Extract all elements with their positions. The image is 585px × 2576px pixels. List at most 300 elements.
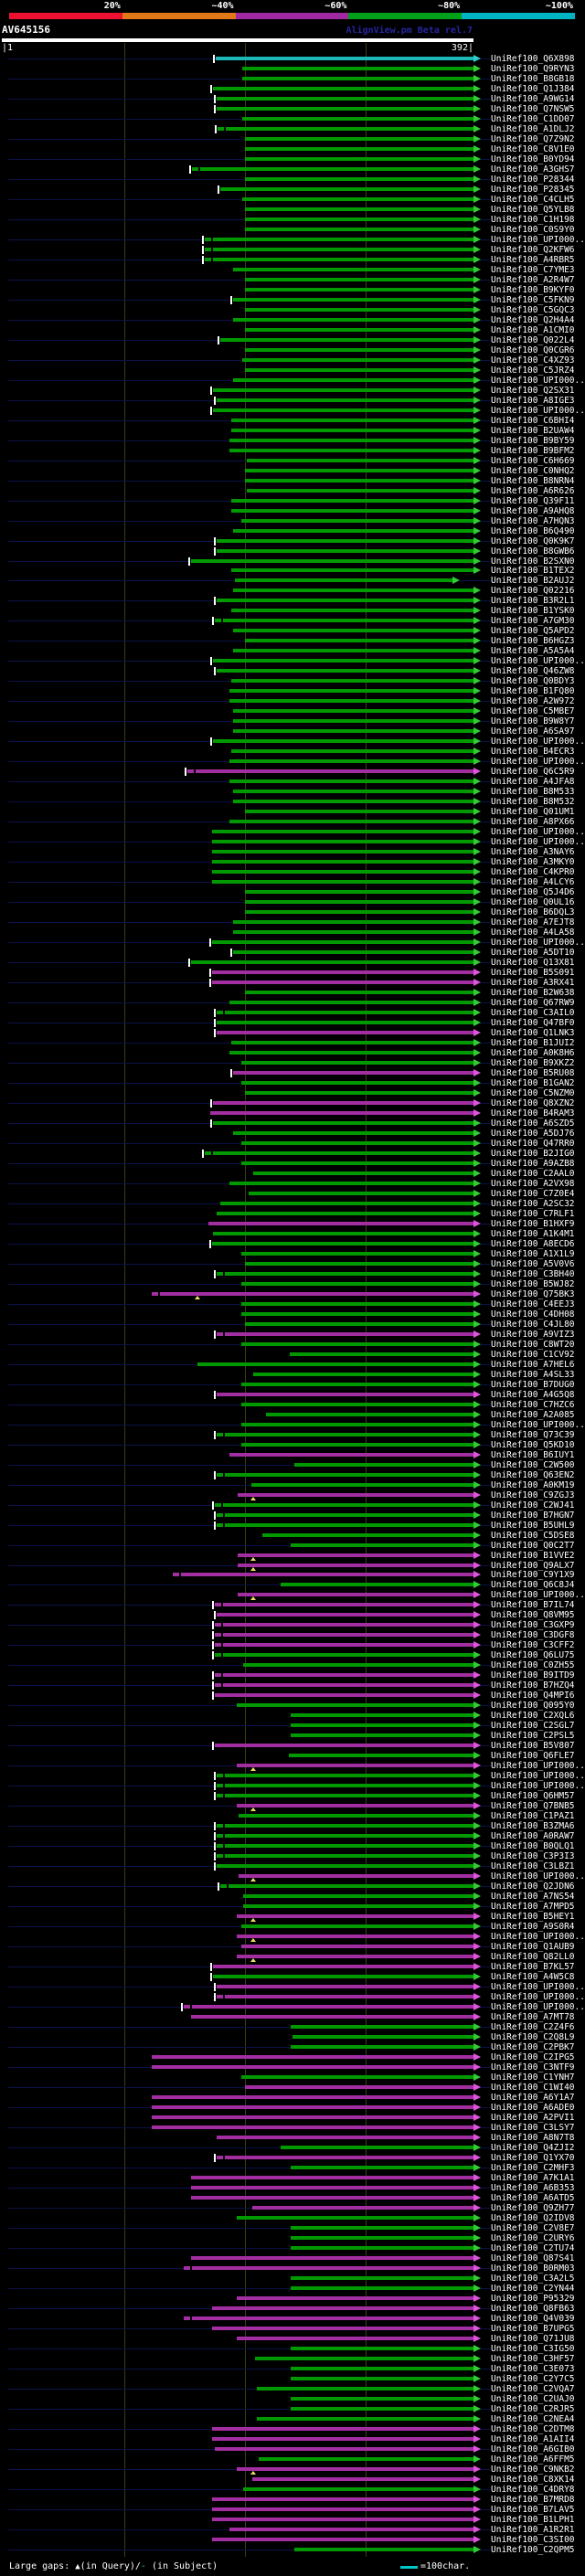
hit-label[interactable]: UniRef100_Q6FLE7 (491, 1751, 575, 1762)
hit-label[interactable]: UniRef100_C7RLF1 (491, 1208, 575, 1219)
hit-label[interactable]: UniRef100_C2V8E7 (491, 2222, 575, 2233)
hit-label[interactable]: UniRef100_Q4V039 (491, 2313, 575, 2324)
hit-bar[interactable] (229, 439, 473, 442)
hit-label[interactable]: UniRef100_B1LPH1 (491, 2514, 575, 2525)
hit-bar[interactable] (241, 1161, 473, 1165)
hit-label[interactable]: UniRef100_UPI000.. (491, 2002, 585, 2013)
hit-label[interactable]: UniRef100_Q82LL0 (491, 1952, 575, 1963)
hit-label[interactable]: UniRef100_Q4ZJI2 (491, 2142, 575, 2153)
hit-bar[interactable] (231, 749, 473, 753)
hit-label[interactable]: UniRef100_C1PAZ1 (491, 1811, 575, 1822)
hit-label[interactable]: UniRef100_C4KPR0 (491, 867, 575, 878)
hit-label[interactable]: UniRef100_B0RM03 (491, 2263, 575, 2274)
hit-bar[interactable] (217, 1031, 473, 1034)
hit-label[interactable]: UniRef100_UPI000.. (491, 405, 585, 416)
hit-bar[interactable] (241, 1383, 473, 1386)
hit-label[interactable]: UniRef100_C2XQL6 (491, 1711, 575, 1722)
hit-label[interactable]: UniRef100_UPI000.. (491, 757, 585, 768)
hit-label[interactable]: UniRef100_C5FKN9 (491, 294, 575, 305)
hit-label[interactable]: UniRef100_C8XK14 (491, 2474, 575, 2485)
hit-bar[interactable] (242, 67, 473, 70)
hit-bar[interactable] (217, 1272, 473, 1276)
hit-bar[interactable] (229, 759, 473, 763)
hit-label[interactable]: UniRef100_A1CMI0 (491, 324, 575, 335)
hit-label[interactable]: UniRef100_A6B353 (491, 2182, 575, 2193)
hit-label[interactable]: UniRef100_Q9ALX7 (491, 1560, 575, 1571)
hit-label[interactable]: UniRef100_C1CV92 (491, 1349, 575, 1360)
hit-bar[interactable] (233, 800, 473, 803)
hit-label[interactable]: UniRef100_A3MKY0 (491, 857, 575, 868)
hit-bar[interactable] (257, 2387, 473, 2390)
hit-label[interactable]: UniRef100_C3SI00 (491, 2534, 575, 2545)
hit-bar[interactable] (217, 1834, 473, 1838)
hit-bar[interactable] (245, 147, 473, 151)
hit-bar[interactable] (191, 2196, 473, 2200)
hit-bar[interactable] (213, 1965, 473, 1968)
hit-label[interactable]: UniRef100_UPI000.. (491, 375, 585, 386)
hit-label[interactable]: UniRef100_C5MBE7 (491, 706, 575, 717)
hit-bar[interactable] (220, 1202, 473, 1205)
hit-bar[interactable] (245, 278, 473, 281)
hit-label[interactable]: UniRef100_B4RAM3 (491, 1108, 575, 1118)
hit-bar[interactable] (242, 358, 473, 362)
hit-bar[interactable] (208, 1222, 473, 1225)
hit-label[interactable]: UniRef100_Q87S41 (491, 2253, 575, 2263)
hit-label[interactable]: UniRef100_B8M533 (491, 787, 575, 798)
hit-bar[interactable] (241, 1342, 473, 1346)
hit-bar[interactable] (245, 288, 473, 292)
hit-bar[interactable] (217, 1784, 473, 1787)
hit-label[interactable]: UniRef100_A8N7T8 (491, 2132, 575, 2143)
hit-bar[interactable] (212, 2497, 473, 2501)
hit-label[interactable]: UniRef100_UPI000.. (491, 1982, 585, 1993)
hit-label[interactable]: UniRef100_Q0BDY3 (491, 676, 575, 687)
hit-bar[interactable] (191, 559, 473, 563)
hit-label[interactable]: UniRef100_A7NS54 (491, 1892, 575, 1903)
hit-bar[interactable] (245, 368, 473, 372)
hit-bar[interactable] (245, 1322, 473, 1326)
hit-label[interactable]: UniRef100_Q8XZN2 (491, 1097, 575, 1108)
hit-label[interactable]: UniRef100_P28344 (491, 174, 575, 185)
hit-label[interactable]: UniRef100_C4DH08 (491, 1309, 575, 1320)
hit-label[interactable]: UniRef100_A6R626 (491, 485, 575, 496)
hit-bar[interactable] (212, 2437, 473, 2441)
hit-label[interactable]: UniRef100_Q0C2T7 (491, 1540, 575, 1551)
hit-bar[interactable] (217, 2136, 473, 2139)
hit-bar[interactable] (233, 298, 473, 302)
hit-label[interactable]: UniRef100_B1GAN2 (491, 1077, 575, 1088)
hit-bar[interactable] (245, 228, 473, 231)
hit-label[interactable]: UniRef100_B8GWB6 (491, 546, 575, 557)
hit-label[interactable]: UniRef100_A2A085 (491, 1409, 575, 1420)
hit-bar[interactable] (241, 1312, 473, 1316)
hit-bar[interactable] (212, 2538, 473, 2541)
hit-label[interactable]: UniRef100_C3DGF8 (491, 1630, 575, 1641)
hit-label[interactable]: UniRef100_Q71JU8 (491, 2333, 575, 2344)
hit-label[interactable]: UniRef100_Q7NSW5 (491, 103, 575, 114)
hit-bar[interactable] (233, 719, 473, 723)
hit-bar[interactable] (210, 1111, 473, 1115)
hit-bar[interactable] (213, 87, 473, 90)
hit-label[interactable]: UniRef100_A7HQN3 (491, 515, 575, 526)
hit-bar[interactable] (291, 2407, 473, 2411)
hit-label[interactable]: UniRef100_A6GIB0 (491, 2443, 575, 2454)
hit-bar[interactable] (229, 689, 473, 693)
hit-label[interactable]: UniRef100_UPI000.. (491, 1771, 585, 1782)
hit-label[interactable]: UniRef100_C2AAL0 (491, 1168, 575, 1179)
hit-label[interactable]: UniRef100_B7LAV5 (491, 2504, 575, 2515)
hit-bar[interactable] (215, 1643, 473, 1647)
hit-bar[interactable] (291, 2347, 473, 2350)
hit-bar[interactable] (229, 1182, 473, 1185)
hit-bar[interactable] (217, 1774, 473, 1777)
hit-label[interactable]: UniRef100_A7EJT8 (491, 917, 575, 928)
hit-bar[interactable] (197, 1362, 473, 1366)
hit-label[interactable]: UniRef100_Q6X898 (491, 54, 575, 64)
hit-label[interactable]: UniRef100_UPI000.. (491, 837, 585, 848)
hit-label[interactable]: UniRef100_B9XKZ2 (491, 1058, 575, 1068)
hit-label[interactable]: UniRef100_C2MHF3 (491, 2162, 575, 2173)
hit-label[interactable]: UniRef100_C9Y1X9 (491, 1570, 575, 1581)
hit-bar[interactable] (184, 2005, 473, 2009)
hit-bar[interactable] (217, 1985, 473, 1988)
hit-label[interactable]: UniRef100_C3HF57 (491, 2353, 575, 2364)
hit-bar[interactable] (252, 2206, 473, 2210)
hit-bar[interactable] (184, 2316, 473, 2320)
hit-label[interactable]: UniRef100_Q6C5R9 (491, 767, 575, 778)
hit-bar[interactable] (238, 1593, 473, 1596)
hit-label[interactable]: UniRef100_Q73C39 (491, 1429, 575, 1440)
hit-bar[interactable] (191, 2176, 473, 2179)
hit-bar[interactable] (233, 588, 473, 592)
hit-bar[interactable] (245, 469, 473, 472)
hit-bar[interactable] (237, 1914, 473, 1918)
hit-bar[interactable] (291, 2226, 473, 2230)
hit-bar[interactable] (255, 2357, 473, 2360)
hit-bar[interactable] (215, 1683, 473, 1687)
hit-label[interactable]: UniRef100_C4JL80 (491, 1319, 575, 1330)
hit-label[interactable]: UniRef100_B9BY59 (491, 435, 575, 446)
hit-bar[interactable] (245, 810, 473, 813)
hit-label[interactable]: UniRef100_Q1J384 (491, 83, 575, 94)
hit-bar[interactable] (233, 729, 473, 733)
hit-bar[interactable] (291, 1733, 473, 1737)
hit-bar[interactable] (291, 2025, 473, 2029)
hit-label[interactable]: UniRef100_Q7BNB5 (491, 1801, 575, 1812)
hit-bar[interactable] (242, 117, 473, 121)
hit-label[interactable]: UniRef100_Q75BK3 (491, 1288, 575, 1299)
hit-label[interactable]: UniRef100_UPI000.. (491, 1871, 585, 1882)
hit-label[interactable]: UniRef100_C2WJ41 (491, 1500, 575, 1511)
hit-bar[interactable] (212, 2507, 473, 2511)
hit-label[interactable]: UniRef100_A6ADE0 (491, 2102, 575, 2113)
hit-bar[interactable] (217, 107, 473, 111)
hit-label[interactable]: UniRef100_A0RAW7 (491, 1831, 575, 1842)
hit-bar[interactable] (233, 950, 473, 954)
hit-label[interactable]: UniRef100_C2DTM8 (491, 2423, 575, 2434)
hit-bar[interactable] (243, 1894, 473, 1898)
hit-label[interactable]: UniRef100_A7K1A1 (491, 2172, 575, 2183)
hit-bar[interactable] (237, 1955, 473, 1958)
hit-label[interactable]: UniRef100_Q1AUB9 (491, 1942, 575, 1953)
hit-label[interactable]: UniRef100_C2Y7C5 (491, 2373, 575, 2384)
hit-bar[interactable] (241, 1252, 473, 1256)
hit-bar[interactable] (237, 2296, 473, 2300)
hit-bar[interactable] (291, 1543, 473, 1547)
hit-bar[interactable] (191, 2186, 473, 2189)
hit-label[interactable]: UniRef100_C2Z4F6 (491, 2022, 575, 2033)
hit-bar[interactable] (291, 2166, 473, 2169)
hit-bar[interactable] (237, 2337, 473, 2340)
hit-bar[interactable] (212, 2427, 473, 2431)
hit-bar[interactable] (212, 830, 473, 833)
hit-bar[interactable] (217, 2156, 473, 2159)
hit-bar[interactable] (217, 1864, 473, 1868)
hit-bar[interactable] (229, 699, 473, 703)
hit-label[interactable]: UniRef100_A6ATD5 (491, 2192, 575, 2203)
hit-label[interactable]: UniRef100_A4LCY6 (491, 877, 575, 888)
hit-label[interactable]: UniRef100_Q6HM57 (491, 1791, 575, 1802)
hit-label[interactable]: UniRef100_Q1LNK3 (491, 1028, 575, 1039)
hit-bar[interactable] (212, 970, 473, 974)
hit-bar[interactable] (241, 1141, 473, 1145)
hit-bar[interactable] (231, 568, 473, 572)
hit-label[interactable]: UniRef100_A1AII4 (491, 2433, 575, 2444)
hit-label[interactable]: UniRef100_A2VX98 (491, 1178, 575, 1189)
hit-label[interactable]: UniRef100_C2UAJ0 (491, 2393, 575, 2404)
hit-bar[interactable] (237, 1703, 473, 1707)
hit-label[interactable]: UniRef100_C7HZC6 (491, 1399, 575, 1410)
hit-label[interactable]: UniRef100_C3GXP9 (491, 1620, 575, 1631)
hit-label[interactable]: UniRef100_A6Y1A7 (491, 2092, 575, 2103)
hit-label[interactable]: UniRef100_A4W5C8 (491, 1972, 575, 1983)
hit-bar[interactable] (217, 669, 473, 673)
hit-label[interactable]: UniRef100_C0S9Y0 (491, 224, 575, 235)
hit-label[interactable]: UniRef100_A0K8H6 (491, 1048, 575, 1058)
hit-bar[interactable] (152, 2105, 473, 2109)
hit-label[interactable]: UniRef100_C1WI40 (491, 2082, 575, 2093)
hit-bar[interactable] (233, 378, 473, 382)
hit-label[interactable]: UniRef100_C6H669 (491, 455, 575, 466)
hit-bar[interactable] (220, 187, 473, 191)
hit-bar[interactable] (294, 1463, 473, 1467)
hit-label[interactable]: UniRef100_B7UPG5 (491, 2323, 575, 2334)
hit-label[interactable]: UniRef100_A8IGE3 (491, 395, 575, 406)
hit-bar[interactable] (229, 1001, 473, 1004)
hit-bar[interactable] (238, 1493, 473, 1497)
hit-bar[interactable] (235, 578, 452, 582)
hit-label[interactable]: UniRef100_C2IPG5 (491, 2052, 575, 2062)
hit-label[interactable]: UniRef100_A8ECD6 (491, 1238, 575, 1249)
hit-label[interactable]: UniRef100_C1H198 (491, 214, 575, 225)
hit-bar[interactable] (291, 2276, 473, 2280)
hit-label[interactable]: UniRef100_A7HEL6 (491, 1359, 575, 1370)
hit-label[interactable]: UniRef100_A4JFA8 (491, 777, 575, 788)
hit-label[interactable]: UniRef100_P28345 (491, 184, 575, 195)
hit-label[interactable]: UniRef100_B8GB18 (491, 73, 575, 84)
hit-label[interactable]: UniRef100_Q9ZH77 (491, 2202, 575, 2213)
hit-label[interactable]: UniRef100_C3E073 (491, 2363, 575, 2374)
hit-label[interactable]: UniRef100_A2R4W7 (491, 274, 575, 285)
hit-label[interactable]: UniRef100_C2RJR5 (491, 2403, 575, 2414)
hit-bar[interactable] (217, 1824, 473, 1828)
hit-label[interactable]: UniRef100_B4ECR3 (491, 747, 575, 758)
hit-label[interactable]: UniRef100_Q02216 (491, 586, 575, 597)
hit-bar[interactable] (247, 489, 473, 493)
hit-label[interactable]: UniRef100_Q2SX31 (491, 385, 575, 396)
hit-label[interactable]: UniRef100_C2NEA4 (491, 2413, 575, 2424)
hit-bar[interactable] (215, 2447, 473, 2451)
hit-bar[interactable] (229, 2528, 473, 2531)
hit-bar[interactable] (245, 217, 473, 221)
hit-bar[interactable] (213, 388, 473, 392)
hit-bar[interactable] (245, 890, 473, 894)
hit-bar[interactable] (237, 1764, 473, 1767)
hit-label[interactable]: UniRef100_C9ZGJ3 (491, 1489, 575, 1500)
hit-bar[interactable] (245, 308, 473, 312)
hit-bar[interactable] (217, 1854, 473, 1858)
hit-bar[interactable] (212, 880, 473, 884)
hit-bar[interactable] (229, 820, 473, 823)
hit-label[interactable]: UniRef100_Q6LU75 (491, 1650, 575, 1661)
hit-bar[interactable] (215, 1623, 473, 1627)
hit-bar[interactable] (229, 779, 473, 783)
hit-label[interactable]: UniRef100_C3LSY7 (491, 2122, 575, 2133)
hit-label[interactable]: UniRef100_B1YSK0 (491, 606, 575, 617)
hit-label[interactable]: UniRef100_A5V0V6 (491, 1258, 575, 1269)
hit-label[interactable]: UniRef100_A4G5Q8 (491, 1389, 575, 1400)
hit-bar[interactable] (233, 529, 473, 533)
hit-bar[interactable] (217, 1844, 473, 1848)
hit-label[interactable]: UniRef100_B5WJ82 (491, 1278, 575, 1289)
hit-bar[interactable] (213, 1121, 473, 1125)
hit-bar[interactable] (213, 1975, 473, 1978)
hit-bar[interactable] (237, 1935, 473, 1938)
hit-bar[interactable] (237, 2216, 473, 2220)
hit-label[interactable]: UniRef100_C2PBK7 (491, 2042, 575, 2053)
hit-label[interactable]: UniRef100_C4DRY8 (491, 2484, 575, 2495)
hit-label[interactable]: UniRef100_UPI000.. (491, 1590, 585, 1601)
hit-bar[interactable] (152, 2095, 473, 2099)
hit-label[interactable]: UniRef100_A6FFM5 (491, 2454, 575, 2465)
hit-bar[interactable] (291, 2367, 473, 2370)
hit-bar[interactable] (241, 1423, 473, 1426)
hit-label[interactable]: UniRef100_A2SC32 (491, 1198, 575, 1209)
hit-label[interactable]: UniRef100_A2PVI1 (491, 2112, 575, 2123)
hit-bar[interactable] (245, 137, 473, 141)
hit-label[interactable]: UniRef100_C5NZM0 (491, 1087, 575, 1098)
hit-bar[interactable] (191, 2015, 473, 2019)
hit-bar[interactable] (245, 207, 473, 211)
hit-bar[interactable] (216, 57, 473, 60)
hit-bar[interactable] (243, 1663, 473, 1667)
hit-label[interactable]: UniRef100_Q39F11 (491, 495, 575, 506)
hit-bar[interactable] (233, 629, 473, 632)
hit-label[interactable]: UniRef100_B1HXF9 (491, 1218, 575, 1229)
hit-bar[interactable] (257, 2417, 473, 2421)
hit-bar[interactable] (291, 2236, 473, 2240)
hit-bar[interactable] (233, 268, 473, 271)
hit-label[interactable]: UniRef100_C0ZH55 (491, 1660, 575, 1671)
hit-label[interactable]: UniRef100_Q0CGR6 (491, 345, 575, 355)
hit-label[interactable]: UniRef100_C9NKB2 (491, 2464, 575, 2475)
hit-bar[interactable] (292, 2035, 473, 2039)
hit-bar[interactable] (231, 609, 473, 612)
hit-label[interactable]: UniRef100_B6HGZ3 (491, 636, 575, 647)
hit-label[interactable]: UniRef100_UPI000.. (491, 1761, 585, 1772)
hit-bar[interactable] (152, 2125, 473, 2129)
hit-label[interactable]: UniRef100_A5A5A4 (491, 646, 575, 657)
hit-bar[interactable] (217, 1433, 473, 1436)
hit-bar[interactable] (217, 1332, 473, 1336)
hit-bar[interactable] (212, 2327, 473, 2330)
hit-label[interactable]: UniRef100_UPI000.. (491, 737, 585, 747)
hit-label[interactable]: UniRef100_C8V1E0 (491, 143, 575, 154)
hit-label[interactable]: UniRef100_Q47RR0 (491, 1138, 575, 1149)
hit-label[interactable]: UniRef100_UPI000.. (491, 1781, 585, 1792)
hit-label[interactable]: UniRef100_A1K4M1 (491, 1228, 575, 1239)
hit-bar[interactable] (233, 1131, 473, 1135)
hit-bar[interactable] (152, 2055, 473, 2059)
hit-bar[interactable] (212, 2306, 473, 2310)
hit-bar[interactable] (217, 1473, 473, 1477)
hit-bar[interactable] (245, 1262, 473, 1266)
hit-label[interactable]: UniRef100_A1DLJ2 (491, 123, 575, 134)
hit-bar[interactable] (245, 991, 473, 994)
hit-label[interactable]: UniRef100_A8PX66 (491, 817, 575, 828)
hit-label[interactable]: UniRef100_Q0UL16 (491, 897, 575, 908)
hit-label[interactable]: UniRef100_UPI000.. (491, 938, 585, 949)
hit-label[interactable]: UniRef100_B1JUI2 (491, 1038, 575, 1049)
hit-label[interactable]: UniRef100_Q8FB63 (491, 2303, 575, 2314)
hit-bar[interactable] (245, 479, 473, 482)
hit-label[interactable]: UniRef100_Q0K9K7 (491, 535, 575, 546)
hit-bar[interactable] (220, 1884, 473, 1888)
hit-label[interactable]: UniRef100_A2W972 (491, 696, 575, 707)
hit-bar[interactable] (220, 338, 473, 342)
hit-bar[interactable] (237, 1804, 473, 1807)
hit-bar[interactable] (233, 930, 473, 934)
hit-bar[interactable] (213, 659, 473, 663)
hit-label[interactable]: UniRef100_Q67RW9 (491, 998, 575, 1009)
hit-bar[interactable] (152, 2065, 473, 2069)
hit-label[interactable]: UniRef100_B7HZQ4 (491, 1680, 575, 1691)
hit-bar[interactable] (249, 1192, 473, 1195)
hit-label[interactable]: UniRef100_A5DJ76 (491, 1128, 575, 1139)
hit-label[interactable]: UniRef100_B2JIG0 (491, 1148, 575, 1159)
hit-bar[interactable] (233, 318, 473, 322)
hit-bar[interactable] (212, 940, 473, 944)
hit-bar[interactable] (245, 177, 473, 181)
hit-label[interactable]: UniRef100_C7YME3 (491, 264, 575, 275)
hit-label[interactable]: UniRef100_B9KYF0 (491, 284, 575, 295)
hit-label[interactable]: UniRef100_C2SGL7 (491, 1721, 575, 1732)
hit-label[interactable]: UniRef100_B5RU08 (491, 1067, 575, 1078)
hit-label[interactable]: UniRef100_B7KL57 (491, 1962, 575, 1973)
hit-bar[interactable] (192, 167, 473, 171)
hit-bar[interactable] (215, 1603, 473, 1606)
hit-label[interactable]: UniRef100_A7GM30 (491, 616, 575, 627)
hit-label[interactable]: UniRef100_C2VQA7 (491, 2383, 575, 2394)
hit-label[interactable]: UniRef100_A9AZB8 (491, 1158, 575, 1169)
hit-label[interactable]: UniRef100_Q5APD2 (491, 626, 575, 637)
hit-label[interactable]: UniRef100_B6IUY1 (491, 1449, 575, 1460)
hit-bar[interactable] (231, 499, 473, 503)
hit-bar[interactable] (213, 739, 473, 743)
hit-bar[interactable] (262, 1533, 473, 1537)
hit-bar[interactable] (231, 419, 473, 422)
hit-bar[interactable] (291, 1723, 473, 1727)
